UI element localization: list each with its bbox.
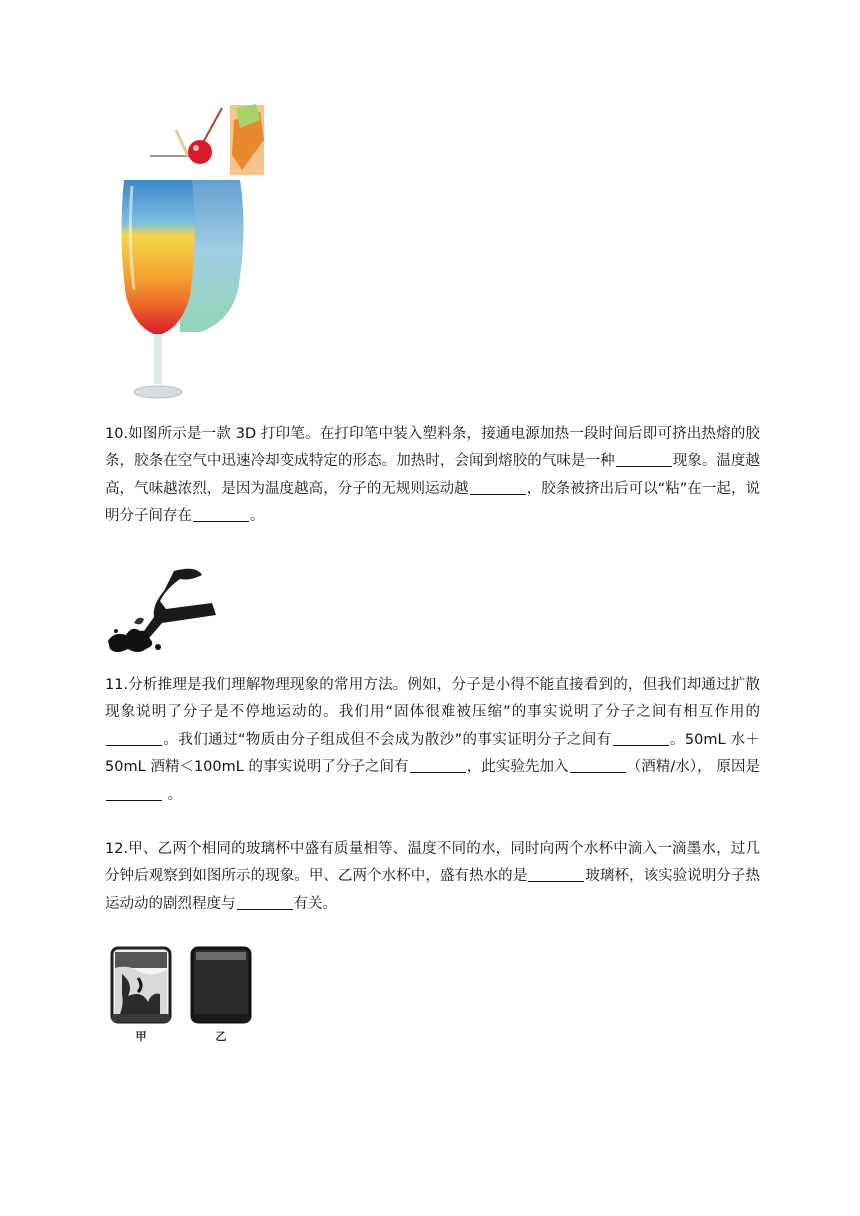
answer-blank[interactable] <box>106 785 162 801</box>
question-text: 。 <box>250 508 265 525</box>
answer-blank[interactable] <box>237 894 293 910</box>
beakers-icon <box>108 944 258 1044</box>
question-text: （酒精/水）， 原因是 <box>626 759 761 776</box>
question-12 <box>105 836 760 918</box>
cocktail-glass-icon <box>110 100 270 415</box>
answer-blank[interactable] <box>616 451 672 467</box>
question-text: 。50mL 水＋50mL 酒精＜100mL 的事实说明了分子之间有 <box>105 731 760 776</box>
question-text: 玻璃杯，该实验说明分子热运动动的剧烈程度与 <box>105 868 760 912</box>
question-text: 现象。温度越高，气味越浓烈，是因为温度越高，分子的无规则运动越 <box>105 453 761 497</box>
beakers-figure <box>108 944 258 1044</box>
question-number: 10. <box>105 426 129 442</box>
answer-blank[interactable] <box>470 479 526 495</box>
answer-blank[interactable] <box>106 730 162 746</box>
question-text: 。我们通过“物质由分子组成但不会成为散沙”的事实证明分子之间有 <box>163 731 612 748</box>
question-text: ，此实验先加入 <box>466 759 569 776</box>
question-text: 分析推理是我们理解物理现象的常用方法。例如，分子是小得不能直接看到的，但我们却通过扩散现象说明了分子是不停地运动的。我们用“固体很难被压缩”的事实说明了分子之间有相互作用的 <box>105 677 760 721</box>
question-11 <box>105 672 760 809</box>
question-10 <box>105 421 760 531</box>
printer-pen-figure <box>104 565 219 655</box>
answer-blank[interactable] <box>410 757 466 773</box>
question-text: ，胶条被挤出后可以“粘”在一起，说明分子间存在 <box>105 480 760 525</box>
answer-blank[interactable] <box>570 757 626 773</box>
answer-blank[interactable] <box>613 730 669 746</box>
printer-pen-icon <box>104 565 219 655</box>
question-text: 有关。 <box>293 895 337 912</box>
answer-blank[interactable] <box>193 506 249 522</box>
question-number: 12. <box>105 841 129 857</box>
beaker-jia <box>112 948 170 1022</box>
question-text: 甲、乙两个相同的玻璃杯中盛有质量相等、温度不同的水，同时向两个水杯中滴入一滴墨水，过几分钟后观察到如图所示的现象。甲、乙两个水杯中，盛有热水的是 <box>105 841 760 885</box>
cocktail-glass-figure <box>110 100 270 415</box>
question-text: 。 <box>163 786 183 803</box>
answer-blank[interactable] <box>528 866 584 882</box>
question-text: 如图所示是一款 3D 打印笔。在打印笔中装入塑料条，接通电源加热一段时间后即可挤出热熔的胶条，胶条在空气中迅速冷却变成特定的形态。加热时，会闻到熔胶的气味是一种 <box>105 426 760 470</box>
beaker-label-jia: 甲 <box>135 1030 147 1043</box>
beaker-label-yi: 乙 <box>215 1030 227 1043</box>
beaker-yi <box>192 948 250 1022</box>
question-number: 11. <box>105 677 129 693</box>
